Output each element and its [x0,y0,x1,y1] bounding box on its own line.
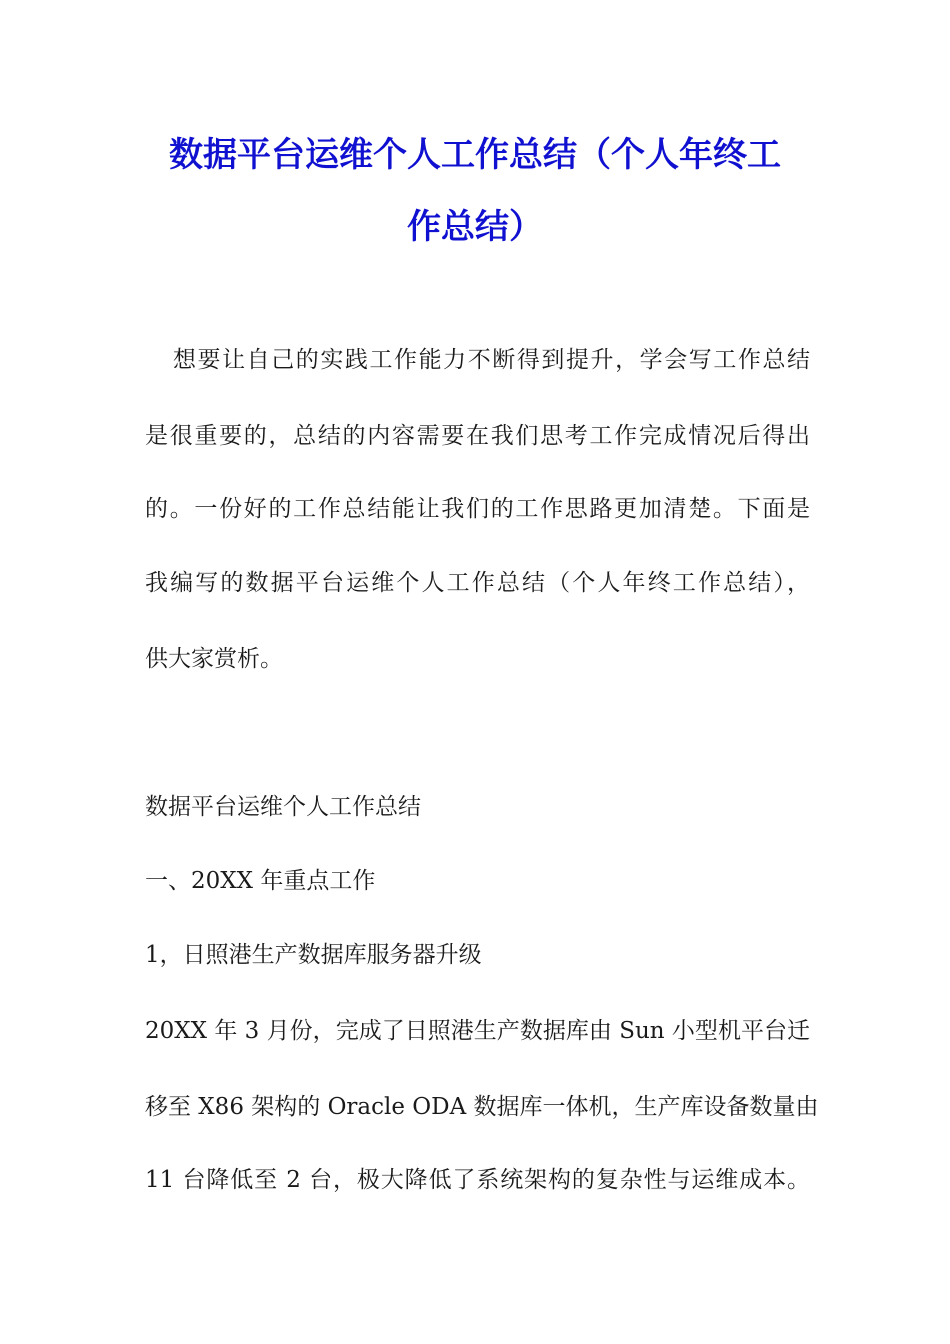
item-body-line-1: 20XX 年 3 月份，完成了日照港生产数据库由 Sun 小型机平台迁 [145,1018,810,1044]
document-title-line-1: 数据平台运维个人工作总结（个人年终工 [169,135,781,175]
item-body-line-2: 移至 X86 架构的 Oracle ODA 数据库一体机，生产库设备数量由 [145,1094,819,1120]
intro-paragraph-line-5: 供大家赏析。 [145,646,283,672]
part-heading: 一、20XX 年重点工作 [145,868,376,894]
intro-paragraph-line-2: 是很重要的，总结的内容需要在我们思考工作完成情况后得出 [145,423,810,449]
item-body-line-3: 11 台降低至 2 台，极大降低了系统架构的复杂性与运维成本。 [145,1167,810,1193]
intro-paragraph-line-3: 的。一份好的工作总结能让我们的工作思路更加清楚。下面是 [145,496,810,522]
item-heading: 1，日照港生产数据库服务器升级 [145,942,482,968]
section-heading: 数据平台运维个人工作总结 [145,794,421,820]
intro-paragraph-line-1: 想要让自己的实践工作能力不断得到提升，学会写工作总结 [173,347,810,373]
intro-paragraph-line-4: 我编写的数据平台运维个人工作总结（个人年终工作总结）， [145,570,810,596]
document-title-line-2: 作总结） [407,207,543,247]
